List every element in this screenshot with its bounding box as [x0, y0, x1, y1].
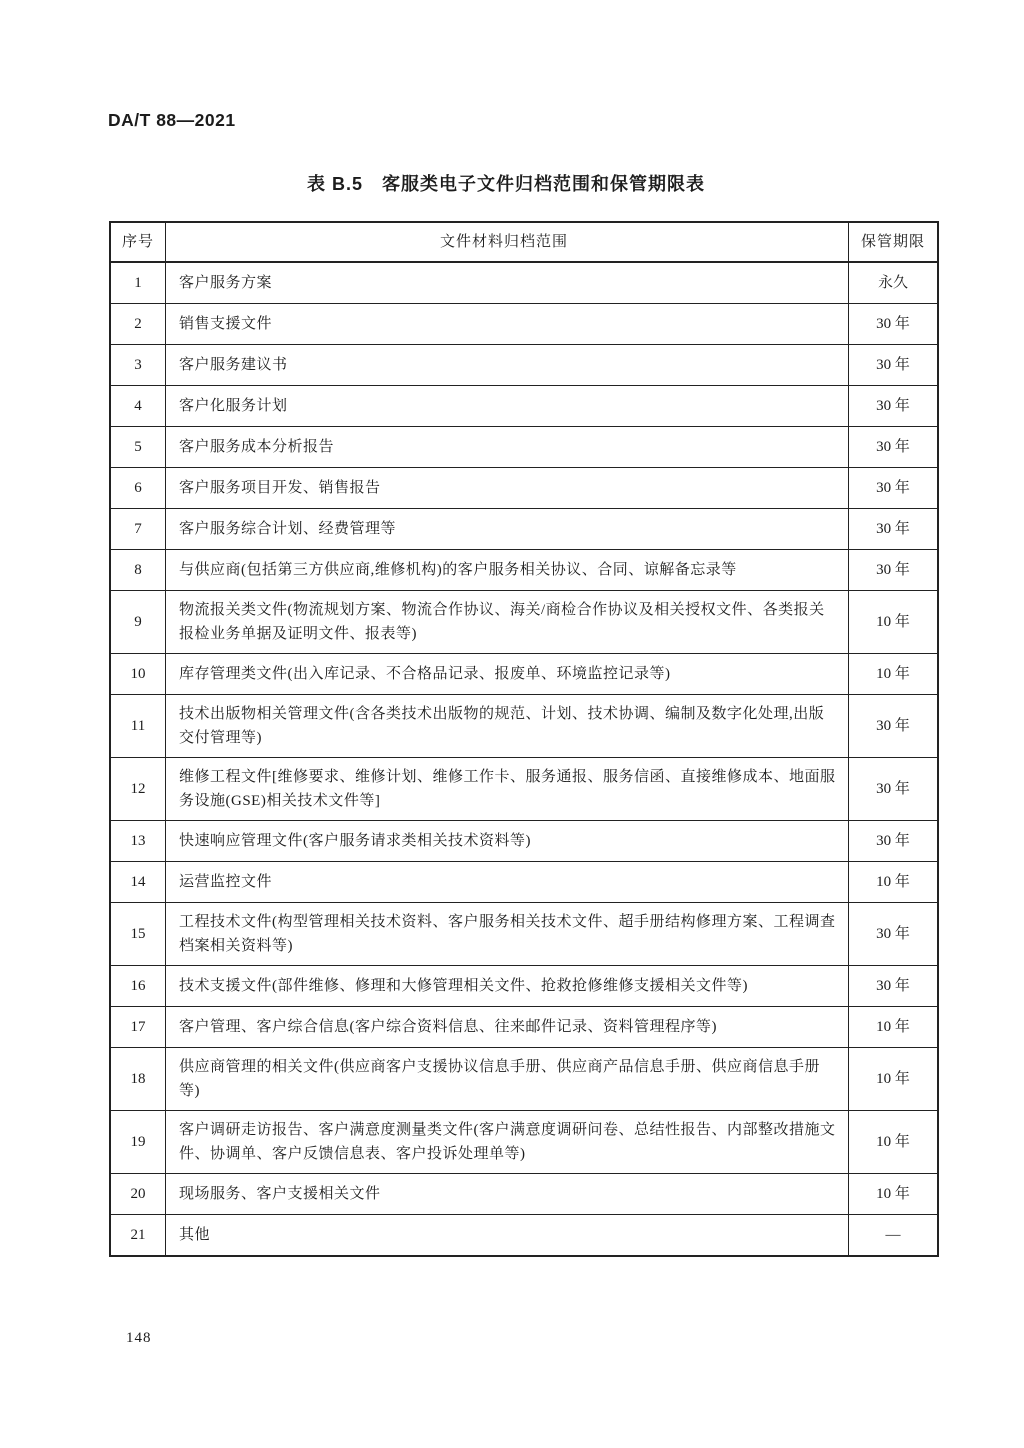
row-number: 10 [110, 654, 166, 695]
row-scope: 现场服务、客户支援相关文件 [166, 1174, 849, 1215]
table-row [110, 1174, 938, 1215]
row-number: 16 [110, 966, 166, 1007]
table-row [110, 1111, 938, 1174]
row-period: 10 年 [849, 862, 939, 903]
row-period: 10 年 [849, 1111, 939, 1174]
row-scope: 技术支援文件(部件维修、修理和大修管理相关文件、抢救抢修维修支援相关文件等) [166, 966, 849, 1007]
row-scope: 运营监控文件 [166, 862, 849, 903]
col-header-period: 保管期限 [849, 222, 939, 262]
row-period: 10 年 [849, 591, 939, 654]
row-number: 2 [110, 304, 166, 345]
row-scope: 维修工程文件[维修要求、维修计划、维修工作卡、服务通报、服务信函、直接维修成本、地面服务设施(GSE)相关技术文件等] [166, 758, 849, 821]
row-period: 永久 [849, 262, 939, 304]
table-row [110, 468, 938, 509]
row-scope: 客户化服务计划 [166, 386, 849, 427]
row-number: 6 [110, 468, 166, 509]
row-period: 10 年 [849, 1007, 939, 1048]
row-period: 30 年 [849, 386, 939, 427]
table-row [110, 758, 938, 821]
row-number: 4 [110, 386, 166, 427]
table-row [110, 654, 938, 695]
row-number: 20 [110, 1174, 166, 1215]
table-header [110, 222, 938, 262]
row-scope: 与供应商(包括第三方供应商,维修机构)的客户服务相关协议、合同、谅解备忘录等 [166, 550, 849, 591]
row-scope: 客户服务综合计划、经费管理等 [166, 509, 849, 550]
row-period: 30 年 [849, 758, 939, 821]
row-scope: 客户服务建议书 [166, 345, 849, 386]
row-number: 14 [110, 862, 166, 903]
row-period: 30 年 [849, 468, 939, 509]
row-number: 12 [110, 758, 166, 821]
row-period: 30 年 [849, 695, 939, 758]
row-number: 9 [110, 591, 166, 654]
row-scope: 物流报关类文件(物流规划方案、物流合作协议、海关/商检合作协议及相关授权文件、各类报关报检业务单据及证明文件、报表等) [166, 591, 849, 654]
table-body [110, 262, 938, 1256]
table-row [110, 821, 938, 862]
row-number: 5 [110, 427, 166, 468]
row-number: 17 [110, 1007, 166, 1048]
row-scope: 客户服务项目开发、销售报告 [166, 468, 849, 509]
row-period: 30 年 [849, 550, 939, 591]
row-number: 8 [110, 550, 166, 591]
table-row [110, 1048, 938, 1111]
row-scope: 工程技术文件(构型管理相关技术资料、客户服务相关技术文件、超手册结构修理方案、工程调查档案相关资料等) [166, 903, 849, 966]
row-period: 30 年 [849, 304, 939, 345]
col-header-scope: 文件材料归档范围 [166, 222, 849, 262]
row-period: 30 年 [849, 966, 939, 1007]
row-number: 11 [110, 695, 166, 758]
table-row [110, 386, 938, 427]
row-scope: 客户服务方案 [166, 262, 849, 304]
table-row [110, 550, 938, 591]
standard-code: DA/T 88—2021 [108, 110, 236, 130]
row-period: 10 年 [849, 1174, 939, 1215]
row-period: 30 年 [849, 427, 939, 468]
table-row [110, 966, 938, 1007]
row-scope: 客户调研走访报告、客户满意度测量类文件(客户满意度调研问卷、总结性报告、内部整改措施文件、协调单、客户反馈信息表、客户投诉处理单等) [166, 1111, 849, 1174]
header-row [110, 222, 938, 262]
row-scope: 销售支援文件 [166, 304, 849, 345]
row-number: 7 [110, 509, 166, 550]
row-number: 21 [110, 1215, 166, 1257]
row-scope: 快速响应管理文件(客户服务请求类相关技术资料等) [166, 821, 849, 862]
row-scope: 供应商管理的相关文件(供应商客户支援协议信息手册、供应商产品信息手册、供应商信息手册等) [166, 1048, 849, 1111]
table-title: 表 B.5 客服类电子文件归档范围和保管期限表 [306, 174, 705, 194]
table-row [110, 304, 938, 345]
page-number: 148 [126, 1330, 152, 1346]
table-row [110, 695, 938, 758]
row-period: — [849, 1215, 939, 1257]
table-row [110, 1215, 938, 1257]
col-header-no: 序号 [110, 222, 166, 262]
row-period: 30 年 [849, 509, 939, 550]
row-number: 15 [110, 903, 166, 966]
table-row [110, 509, 938, 550]
row-scope: 其他 [166, 1215, 849, 1257]
table-row [110, 345, 938, 386]
row-period: 10 年 [849, 654, 939, 695]
row-scope: 客户管理、客户综合信息(客户综合资料信息、往来邮件记录、资料管理程序等) [166, 1007, 849, 1048]
table-row [110, 1007, 938, 1048]
row-number: 13 [110, 821, 166, 862]
row-scope: 技术出版物相关管理文件(含各类技术出版物的规范、计划、技术协调、编制及数字化处理,出版交付管理等) [166, 695, 849, 758]
table-row [110, 903, 938, 966]
table-row [110, 862, 938, 903]
table-row [110, 427, 938, 468]
table-row [110, 591, 938, 654]
row-period: 10 年 [849, 1048, 939, 1111]
row-scope: 库存管理类文件(出入库记录、不合格品记录、报废单、环境监控记录等) [166, 654, 849, 695]
row-number: 19 [110, 1111, 166, 1174]
row-period: 30 年 [849, 821, 939, 862]
table-row [110, 262, 938, 304]
row-period: 30 年 [849, 903, 939, 966]
row-number: 18 [110, 1048, 166, 1111]
row-scope: 客户服务成本分析报告 [166, 427, 849, 468]
row-number: 3 [110, 345, 166, 386]
row-number: 1 [110, 262, 166, 304]
row-period: 30 年 [849, 345, 939, 386]
retention-table [109, 221, 939, 1257]
